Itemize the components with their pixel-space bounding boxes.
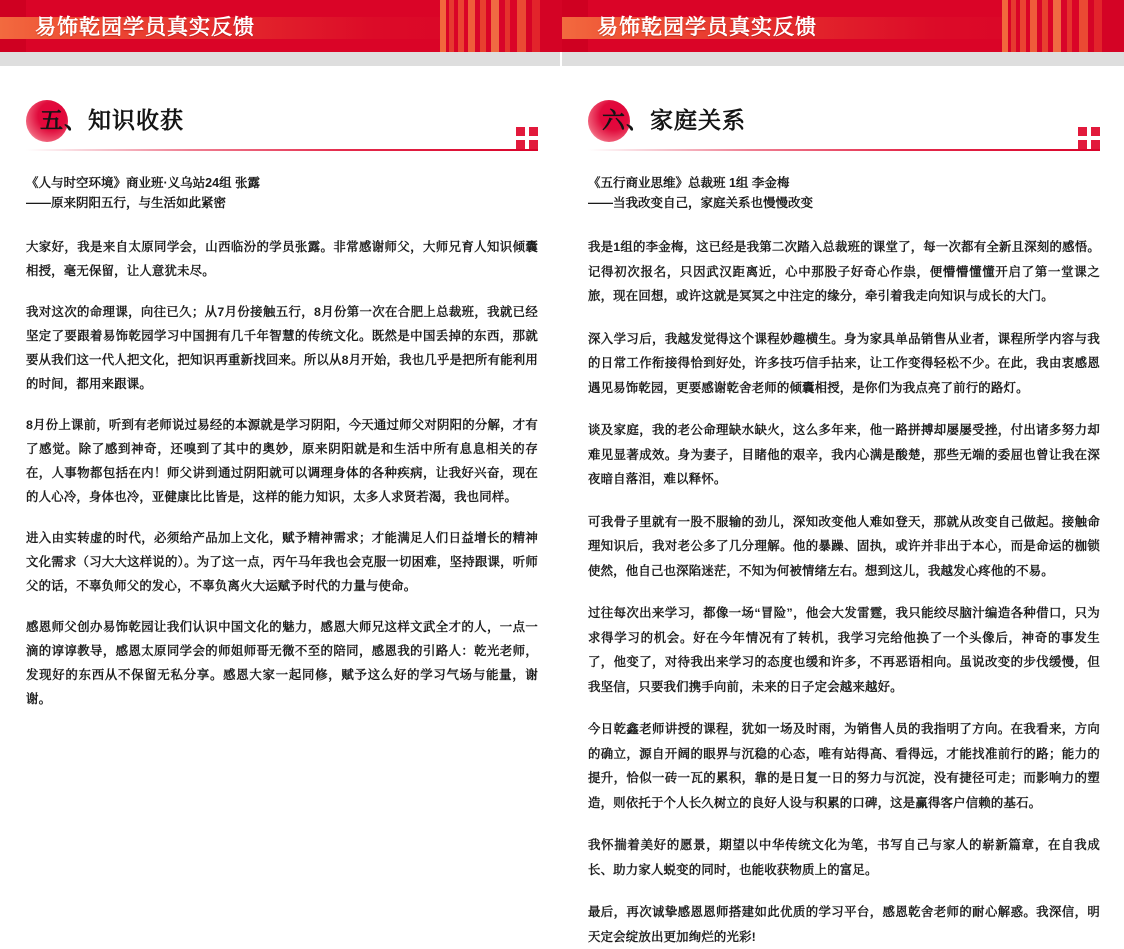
left-banner-title: 易饰乾园学员真实反馈 [35, 16, 255, 39]
left-section-title: 五、知识收获 [40, 107, 184, 133]
left-section-heading [26, 102, 538, 146]
right-page [562, 0, 1124, 944]
right-subtitle-line-2: ——当我改变自己，家庭关系也慢慢改变 [588, 196, 814, 210]
right-heading-underline [588, 149, 1100, 151]
paragraph: 今日乾鑫老师讲授的课程，犹如一场及时雨，为销售人员的我指明了方向。在我看来，方向的确立，源自开阔的眼界与沉稳的心态，唯有站得高、看得远，才能找准前行的路；能力的提升，恰似一砖一瓦的累积，靠的是日复一日的努力与沉淀，没有捷径可走；而影响力的塑造，则依托于个人长久树立的良好人设与积累的口碑，这是赢得客户信赖的基石。 [588, 722, 1100, 810]
paragraph: 我对这次的命理课，向往已久；从7月份接触五行，8月份第一次在合肥上总裁班，我就已经坚定了要跟着易饰乾园学习中国拥有几千年智慧的传统文化。既然是中国丢掉的东西，那就要从我们这一代人把文化，把知识再重新找回来。所以从8月开始，我也几乎是把所有能利用的时间，都用来跟课。 [26, 305, 538, 391]
left-subtitle-block [26, 173, 538, 213]
right-page-gap-strip [562, 52, 1124, 66]
right-section-title: 六、家庭关系 [602, 107, 746, 133]
left-body-paragraphs [26, 235, 538, 711]
left-page [0, 0, 562, 834]
square-1 [516, 127, 525, 136]
right-section-heading [588, 102, 1100, 146]
right-grid-squares-icon [1078, 127, 1100, 149]
left-subtitle-line-2: ——原来阴阳五行，与生活如此紧密 [26, 196, 227, 210]
paragraph: 最后，再次诚挚感恩恩师搭建如此优质的学习平台，感恩乾舍老师的耐心解惑。我深信，明天定会绽放出更加绚烂的光彩! [588, 905, 1100, 944]
paragraph: 大家好，我是来自太原同学会，山西临汾的学员张露。非常感谢师父，大师兄育人知识倾囊相授，毫无保留，让人意犹未尽。 [26, 240, 538, 278]
square-2 [1091, 127, 1100, 136]
square-1 [1078, 127, 1087, 136]
paragraph: 过往每次出来学习，都像一场“冒险”，他会大发雷霆，我只能绞尽脑汁编造各种借口，只为求得学习的机会。好在今年情况有了转机，我学习完给他换了一个头像后，神奇的事发生了，他变了，对待我出来学习的态度也缓和许多，不再恶语相向。虽说改变的步伐缓慢，但我坚信，只要我们携手向前，未来的日子定会越来越好。 [588, 606, 1100, 694]
banner-stripe-decoration [440, 0, 562, 52]
left-page-content [0, 66, 562, 834]
square-4 [529, 140, 538, 149]
paragraph: 谈及家庭，我的老公命理缺水缺火，这么多年来，他一路拼搏却屡屡受挫，付出诸多努力却难见显著成效。身为妻子，目睹他的艰辛，我内心满是酸楚，那些无端的委屈也曾让我在深夜暗自落泪，难以释怀。 [588, 423, 1100, 486]
paragraph: 我是1组的李金梅，这已经是我第二次踏入总裁班的课堂了，每一次都有全新且深刻的感悟。记得初次报名，只因武汉距离近，心中那股子好奇心作祟，便懵懵懂懂开启了第一堂课之旅，现在回想，或许这就是冥冥之中注定的缘分，牵引着我走向知识与成长的大门。 [588, 240, 1100, 303]
square-3 [516, 140, 525, 149]
right-page-content [562, 66, 1124, 944]
right-subtitle-block [588, 173, 1100, 213]
paragraph: 我怀揣着美好的愿景，期望以中华传统文化为笔，书写自己与家人的崭新篇章，在自我成长、助力家人蜕变的同时，也能收获物质上的富足。 [588, 838, 1100, 877]
right-subtitle-line-1: 《五行商业思维》总裁班 1组 李金梅 [588, 176, 790, 190]
paragraph: 感恩师父创办易饰乾园让我们认识中国文化的魅力，感恩大师兄这样文武全才的人，一点一滴的谆谆教导，感恩太原同学会的师姐师哥无微不至的陪同，感恩我的引路人：乾光老师，发现好的东西从不保留无私分享。感恩大家一起同修，赋予这么好的学习气场与能量，谢谢。 [26, 620, 538, 706]
paragraph: 深入学习后，我越发觉得这个课程妙趣横生。身为家具单品销售从业者，课程所学内容与我的日常工作衔接得恰到好处，许多技巧信手拈来，让工作变得轻松不少。在此，我由衷感恩遇见易饰乾园，更要感谢乾舍老师的倾囊相授，是你们为我点亮了前行的路灯。 [588, 331, 1100, 395]
left-grid-squares-icon [516, 127, 538, 149]
square-4 [1091, 140, 1100, 149]
banner-stripe-decoration [1002, 0, 1124, 52]
left-subtitle-line-1: 《人与时空环境》商业班·义乌站24组 张露 [26, 176, 261, 190]
right-page-banner [562, 0, 1124, 52]
paragraph: 可我骨子里就有一股不服输的劲儿，深知改变他人难如登天，那就从改变自己做起。接触命理知识后，我对老公多了几分理解。他的暴躁、固执，或许并非出于本心，而是命运的枷锁使然，他自己也深陷迷茫，不知为何被情绪左右。想到这儿，我越发心疼他的不易。 [588, 514, 1100, 578]
left-heading-underline [26, 149, 538, 151]
right-banner-title: 易饰乾园学员真实反馈 [597, 16, 817, 39]
left-page-gap-strip [0, 52, 562, 66]
paragraph: 进入由实转虚的时代，必须给产品加上文化，赋予精神需求；才能满足人们日益增长的精神文化需求（习大大这样说的）。为了这一点，丙午马年我也会克服一切困难，坚持跟课，听师父的话，不辜负师父的发心，不辜负离火大运赋予时代的力量与使命。 [26, 531, 538, 593]
paragraph: 8月份上课前，听到有老师说过易经的本源就是学习阴阳，今天通过师父对阴阳的分解，才有了感觉。除了感到神奇，还嗅到了其中的奥妙，原来阴阳就是和生活中所有息息相关的存在，人事物都包括在内！师父讲到通过阴阳就可以调理身体的各种疾病，让我好兴奋，现在的人心冷，身体也冷，亚健康比比皆是，这样的能力知识，太多人求贤若渴，我也同样。 [26, 418, 538, 504]
square-2 [529, 127, 538, 136]
right-body-paragraphs [588, 235, 1100, 949]
left-page-banner [0, 0, 562, 52]
square-3 [1078, 140, 1087, 149]
